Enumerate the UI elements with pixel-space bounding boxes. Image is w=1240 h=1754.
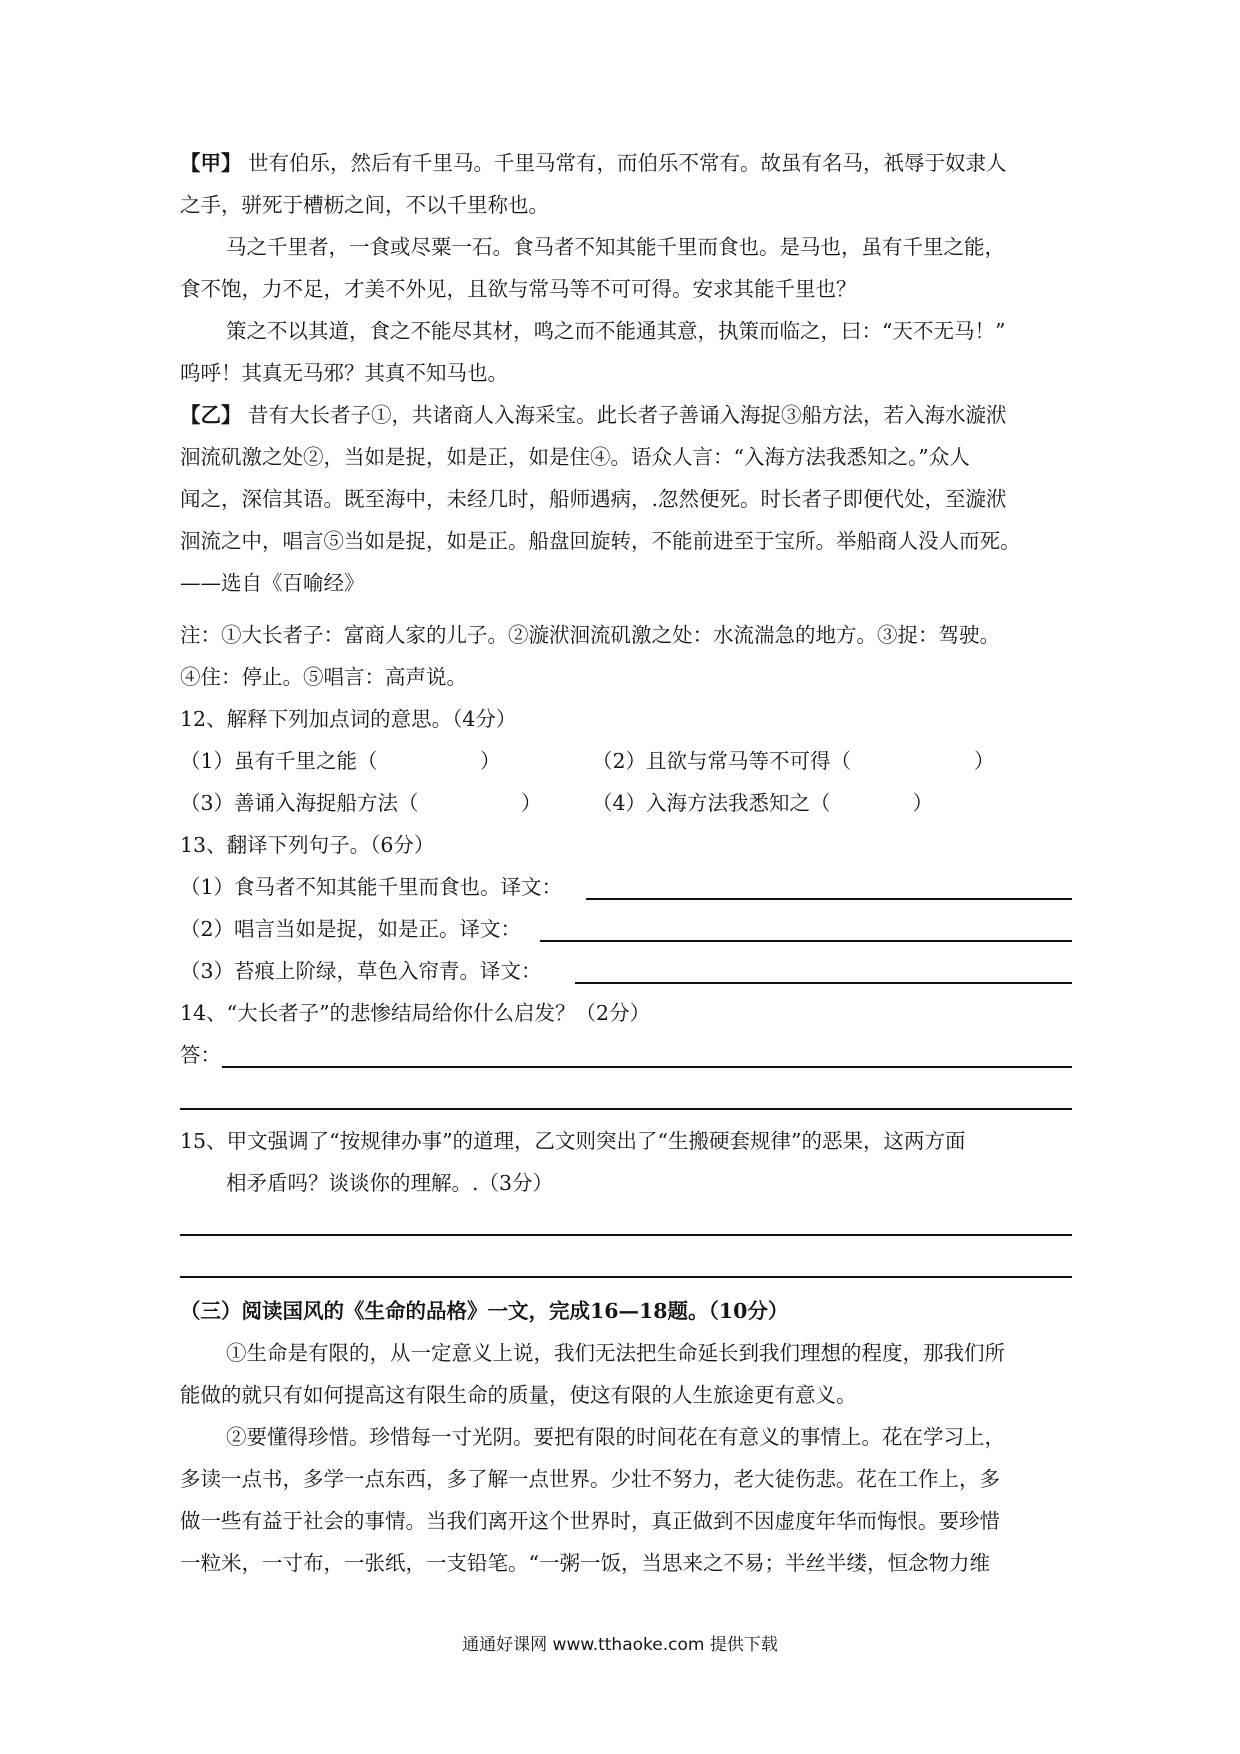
page-footer: 通通好课网 www.tthaoke.com 提供下载 bbox=[462, 1635, 778, 1655]
q13-answer-line-3[interactable] bbox=[575, 982, 1072, 984]
passage-a-label: 【甲】 bbox=[180, 151, 242, 175]
q15-line-2: 相矛盾吗？谈谈你的理解。.（3分） bbox=[226, 1171, 554, 1195]
passage-b-text: 昔有大长者子①，共诸商人入海采宝。此长者子善诵入海捉③船方法，若入海水漩洑 bbox=[248, 403, 1007, 427]
passage-b-source: ——选自《百喻经》 bbox=[180, 571, 365, 595]
q15-line-1: 15、甲文强调了“按规律办事”的道理，乙文则突出了“生搬硬套规律”的恶果，这两方面 bbox=[180, 1129, 966, 1153]
q15-answer-line-2[interactable] bbox=[180, 1276, 1072, 1278]
q13-item-1: （1）食马者不知其能千里而食也。译文： bbox=[180, 875, 563, 899]
q13-item-3: （3）苔痕上阶绿，草色入帘青。译文： bbox=[180, 959, 542, 983]
passage-b-line-1 bbox=[180, 394, 1070, 436]
section-3-p2-line-3: 做一些有益于社会的事情。当我们离开这个世界时，真正做到不因虚度年华而悔恨。要珍惜 bbox=[180, 1509, 1000, 1533]
section-3-p2-line-1: ②要懂得珍惜。珍惜每一寸光阴。要把有限的时间花在有意义的事情上。花在学习上， bbox=[226, 1425, 1005, 1449]
passage-a-text: 世有伯乐，然后有千里马。千里马常有，而伯乐不常有。故虽有名马，祇辱于奴隶人 bbox=[248, 151, 1007, 175]
passage-a-line-2: 之手，骈死于槽枥之间，不以千里称也。 bbox=[180, 193, 549, 217]
q13-answer-line-1[interactable] bbox=[586, 898, 1072, 900]
passage-b-line-4: 洄流之中，唱言⑤当如是捉，如是正。船盘回旋转，不能前进至于宝所。举船商人没人而死。 bbox=[180, 529, 1021, 553]
q12-row-1 bbox=[180, 740, 1070, 782]
q14-answer-line-2[interactable] bbox=[180, 1108, 1072, 1110]
q14-answer-line-1[interactable] bbox=[222, 1066, 1072, 1068]
passage-a-line-6: 呜呼！其真无马邪？其真不知马也。 bbox=[180, 361, 508, 385]
passage-a-line-4: 食不饱，力不足，才美不外见，且欲与常马等不可可得。安求其能千里也？ bbox=[180, 277, 857, 301]
q14-answer-label: 答： bbox=[180, 1043, 221, 1067]
passage-b-note-2: ④住：停止。⑤唱言：高声说。 bbox=[180, 665, 467, 689]
passage-a-line-1 bbox=[180, 142, 1070, 184]
passage-b-label: 【乙】 bbox=[180, 403, 242, 427]
passage-b-line-3: 闻之，深信其语。既至海中，未经几时，船师遇病，.忽然便死。时长者子即便代处，至漩洑 bbox=[180, 487, 1007, 511]
q13-item-2: （2）唱言当如是捉，如是正。译文： bbox=[180, 917, 522, 941]
q12-item-2: （2）且欲与常马等不可得（ ） bbox=[592, 749, 995, 773]
q12-item-4: （4）入海方法我悉知之（ ） bbox=[592, 791, 934, 815]
section-3-title: （三）阅读国风的《生命的品格》一文，完成16—18题。（10分） bbox=[180, 1299, 789, 1323]
passage-b-note-1: 注：①大长者子：富商人家的儿子。②漩洑洄流矶激之处：水流湍急的地方。③捉：驾驶。 bbox=[180, 623, 1000, 647]
q15-answer-line-1[interactable] bbox=[180, 1234, 1072, 1236]
section-3-p1-line-1: ①生命是有限的，从一定意义上说，我们无法把生命延长到我们理想的程度，那我们所 bbox=[226, 1341, 1005, 1365]
q12-title: 12、解释下列加点词的意思。（4分） bbox=[180, 707, 517, 731]
q14-title: 14、“大长者子”的悲惨结局给你什么启发？（2分） bbox=[180, 1001, 651, 1025]
q12-item-3: （3）善诵入海捉船方法（ ） bbox=[180, 791, 542, 815]
section-3-p2-line-2: 多读一点书，多学一点东西，多了解一点世界。少壮不努力，老大徒伤悲。花在工作上，多 bbox=[180, 1467, 1000, 1491]
passage-a-line-5: 策之不以其道，食之不能尽其材，鸣之而不能通其意，执策而临之，曰：“天不无马！” bbox=[226, 319, 1006, 343]
passage-b-line-2: 洄流矶激之处②，当如是捉，如是正，如是住④。语众人言：“入海方法我悉知之。”众人 bbox=[180, 445, 970, 469]
q12-row-2 bbox=[180, 782, 1070, 824]
q13-title: 13、翻译下列句子。（6分） bbox=[180, 833, 435, 857]
section-3-p1-line-2: 能做的就只有如何提高这有限生命的质量，使这有限的人生旅途更有意义。 bbox=[180, 1383, 857, 1407]
section-3-p2-line-4: 一粒米，一寸布，一张纸，一支铅笔。“一粥一饭，当思来之不易；半丝半缕，恒念物力维 bbox=[180, 1551, 990, 1575]
passage-a-line-3: 马之千里者，一食或尽粟一石。食马者不知其能千里而食也。是马也，虽有千里之能， bbox=[226, 235, 1005, 259]
q13-answer-line-2[interactable] bbox=[540, 940, 1072, 942]
q12-item-1: （1）虽有千里之能（ ） bbox=[180, 749, 501, 773]
